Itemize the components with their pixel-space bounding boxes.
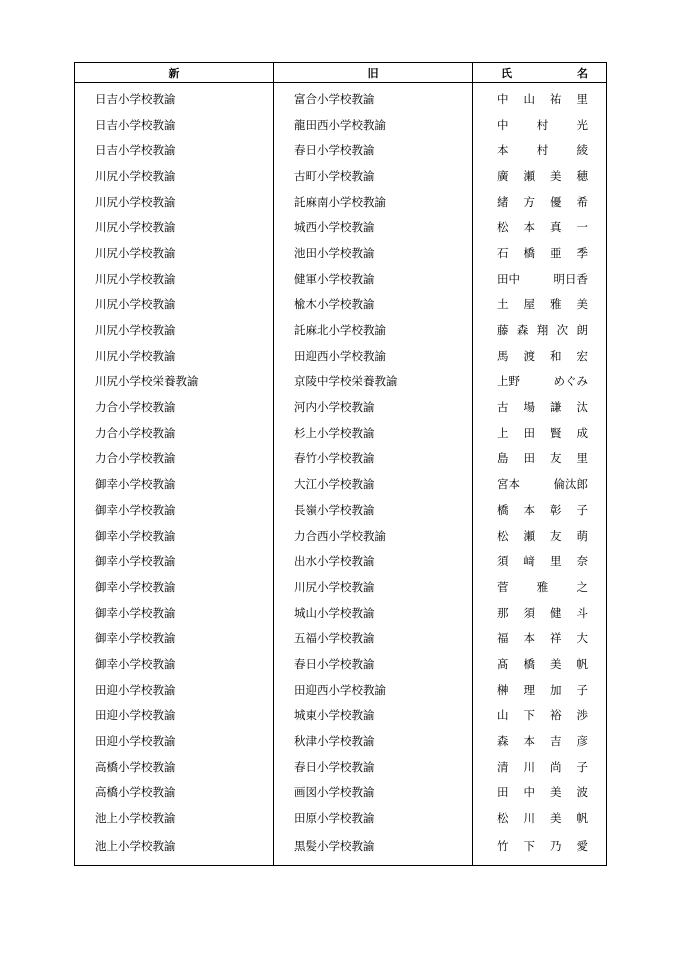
name-part: 下 — [523, 838, 535, 853]
name-part: 村 — [536, 143, 549, 158]
name-part: 田 — [523, 451, 535, 466]
name-part: 美 — [550, 168, 562, 183]
new-position-cell: 力合小学校教諭 — [95, 451, 176, 466]
table-row — [75, 574, 607, 600]
header-name-left: 氏 — [501, 66, 512, 80]
name-cell — [473, 600, 607, 626]
name-part: 吉 — [550, 734, 562, 749]
name-part: 森 — [516, 323, 529, 338]
table-row — [75, 343, 607, 369]
header-row — [75, 63, 607, 83]
name-part: 綾 — [576, 143, 588, 158]
table-row — [75, 831, 607, 866]
name-part: 松 — [497, 811, 509, 826]
old-position-cell: 城西小学校教諭 — [274, 214, 473, 240]
table-row — [75, 266, 607, 292]
name-part: 彦 — [576, 734, 588, 749]
new-position-cell: 日吉小学校教諭 — [95, 91, 176, 106]
name-cell — [473, 394, 607, 420]
table-row — [75, 214, 607, 240]
name-part: 祥 — [550, 631, 562, 646]
name-part: 美 — [550, 811, 562, 826]
table-row — [75, 394, 607, 420]
name-part: 雅 — [550, 297, 562, 312]
table-row — [75, 420, 607, 446]
name-part: 本 — [523, 631, 535, 646]
old-position-cell: 春日小学校教諭 — [274, 754, 473, 780]
personnel-table — [74, 62, 607, 866]
name-part: 須 — [497, 554, 509, 569]
name-part: 土 — [497, 297, 509, 312]
table-row — [75, 112, 607, 138]
name-part: 清 — [497, 759, 509, 774]
name-part: 本 — [523, 734, 535, 749]
name-part: 田 — [497, 785, 509, 800]
name-part: 髙 — [497, 656, 509, 671]
old-position-cell: 出水小学校教諭 — [274, 548, 473, 574]
header-old: 旧 — [274, 63, 473, 83]
name-part: 中 — [497, 91, 509, 106]
name-part: 島 — [497, 451, 509, 466]
new-position-cell: 御幸小学校教諭 — [95, 656, 176, 671]
name-cell — [473, 497, 607, 523]
old-position-cell: 田迎西小学校教諭 — [274, 677, 473, 703]
old-position-cell: 河内小学校教諭 — [274, 394, 473, 420]
table-row — [75, 754, 607, 780]
old-position-cell: 画図小学校教諭 — [274, 780, 473, 806]
new-position-cell: 川尻小学校教諭 — [95, 245, 176, 260]
name-part: 加 — [550, 682, 562, 697]
name-part: 彰 — [550, 502, 562, 517]
old-position-cell: 川尻小学校教諭 — [274, 574, 473, 600]
name-part: 下 — [523, 708, 535, 723]
name-part: 美 — [550, 785, 562, 800]
table-row — [75, 163, 607, 189]
name-part: 希 — [576, 194, 588, 209]
name-part: 川 — [523, 811, 535, 826]
name-part: 渉 — [576, 708, 588, 723]
table-row — [75, 83, 607, 112]
table-row — [75, 625, 607, 651]
table-row — [75, 189, 607, 215]
name-part: 光 — [576, 117, 588, 132]
old-position-cell: 田原小学校教諭 — [274, 805, 473, 831]
name-cell — [473, 317, 607, 343]
table-row — [75, 600, 607, 626]
name-part: 亜 — [550, 245, 562, 260]
new-position-cell: 川尻小学校教諭 — [95, 194, 176, 209]
name-cell — [473, 137, 607, 163]
name-cell — [473, 343, 607, 369]
old-position-cell: 五福小学校教諭 — [274, 625, 473, 651]
name-part: 宏 — [576, 348, 588, 363]
name-part: 帆 — [576, 811, 588, 826]
name-cell — [473, 446, 607, 472]
new-position-cell: 川尻小学校教諭 — [95, 348, 176, 363]
name-cell — [473, 83, 607, 112]
new-position-cell: 高橋小学校教諭 — [95, 759, 176, 774]
table-row — [75, 292, 607, 318]
name-part: 屋 — [523, 297, 535, 312]
name-part: 上 — [497, 425, 509, 440]
name-part: 愛 — [576, 838, 588, 853]
name-part: 奈 — [576, 554, 588, 569]
new-position-cell: 御幸小学校教諭 — [95, 579, 176, 594]
table-row — [75, 240, 607, 266]
new-position-cell: 川尻小学校教諭 — [95, 271, 176, 286]
new-position-cell: 田迎小学校教諭 — [95, 682, 176, 697]
name-cell — [473, 651, 607, 677]
old-position-cell: 長嶺小学校教諭 — [274, 497, 473, 523]
name-part: 田 — [523, 425, 535, 440]
table-row — [75, 805, 607, 831]
old-position-cell: 古町小学校教諭 — [274, 163, 473, 189]
name-cell — [473, 292, 607, 318]
name-part: 川 — [523, 759, 535, 774]
name-cell — [473, 471, 607, 497]
name-part: 理 — [523, 682, 535, 697]
name-part: 場 — [523, 400, 535, 415]
old-position-cell: 託麻南小学校教諭 — [274, 189, 473, 215]
old-position-cell: 春日小学校教諭 — [274, 137, 473, 163]
new-position-cell: 高橋小学校教諭 — [95, 785, 176, 800]
name-cell — [473, 754, 607, 780]
new-position-cell: 御幸小学校教諭 — [95, 502, 176, 517]
old-position-cell: 富合小学校教諭 — [274, 83, 473, 112]
name-part: 宮本 — [497, 477, 520, 492]
name-part: 本 — [523, 502, 535, 517]
new-position-cell: 池上小学校教諭 — [95, 838, 176, 853]
name-part: 山 — [523, 91, 535, 106]
new-position-cell: 力合小学校教諭 — [95, 425, 176, 440]
name-part: 上野 — [497, 374, 520, 389]
name-cell — [473, 805, 607, 831]
name-part: 汰 — [576, 400, 588, 415]
table-row — [75, 728, 607, 754]
name-part: 石 — [497, 245, 509, 260]
name-part: 季 — [576, 245, 588, 260]
new-position-cell: 御幸小学校教諭 — [95, 477, 176, 492]
new-position-cell: 御幸小学校教諭 — [95, 554, 176, 569]
new-position-cell: 川尻小学校教諭 — [95, 297, 176, 312]
table-row — [75, 780, 607, 806]
table-row — [75, 137, 607, 163]
new-position-cell: 日吉小学校教諭 — [95, 143, 176, 158]
new-position-cell: 日吉小学校教諭 — [95, 117, 176, 132]
old-position-cell: 秋津小学校教諭 — [274, 728, 473, 754]
name-cell — [473, 266, 607, 292]
name-part: 瀬 — [523, 168, 535, 183]
name-part: 斗 — [576, 605, 588, 620]
old-position-cell: 田迎西小学校教諭 — [274, 343, 473, 369]
header-new: 新 — [75, 63, 274, 83]
name-part: 橋 — [497, 502, 509, 517]
name-part: 松 — [497, 528, 509, 543]
name-part: 朗 — [576, 323, 588, 338]
name-part: 真 — [550, 220, 562, 235]
name-part: 雅 — [536, 579, 549, 594]
name-cell — [473, 189, 607, 215]
old-position-cell: 力合西小学校教諭 — [274, 523, 473, 549]
name-cell — [473, 574, 607, 600]
name-part: 子 — [576, 682, 588, 697]
name-part: 里 — [576, 91, 588, 106]
name-part: 﨑 — [523, 554, 535, 569]
name-part: 馬 — [497, 348, 509, 363]
name-part: 緒 — [497, 194, 509, 209]
old-position-cell: 健軍小学校教諭 — [274, 266, 473, 292]
name-cell — [473, 703, 607, 729]
name-part: 須 — [523, 605, 535, 620]
name-part: 古 — [497, 400, 509, 415]
table-row — [75, 497, 607, 523]
name-part: 穂 — [576, 168, 588, 183]
table-row — [75, 651, 607, 677]
name-part: 帆 — [576, 656, 588, 671]
name-part: 大 — [576, 631, 588, 646]
name-part: 成 — [576, 425, 588, 440]
header-name — [473, 63, 607, 83]
name-part: 美 — [550, 656, 562, 671]
name-part: 優 — [550, 194, 562, 209]
name-part: 菅 — [497, 579, 509, 594]
name-part: 廣 — [497, 168, 509, 183]
name-part: 福 — [497, 631, 509, 646]
table-row — [75, 703, 607, 729]
name-part: 田中 — [497, 271, 520, 286]
name-cell — [473, 728, 607, 754]
name-part: 榊 — [497, 682, 509, 697]
new-position-cell: 力合小学校教諭 — [95, 400, 176, 415]
name-cell — [473, 214, 607, 240]
old-position-cell: 春竹小学校教諭 — [274, 446, 473, 472]
new-position-cell: 御幸小学校教諭 — [95, 605, 176, 620]
name-part: 乃 — [550, 838, 562, 853]
name-part: 之 — [576, 579, 588, 594]
name-part: 本 — [497, 143, 509, 158]
name-part: 中 — [523, 785, 535, 800]
new-position-cell: 御幸小学校教諭 — [95, 528, 176, 543]
name-cell — [473, 548, 607, 574]
name-part: 村 — [536, 117, 549, 132]
name-part: 萌 — [576, 528, 588, 543]
new-position-cell: 田迎小学校教諭 — [95, 734, 176, 749]
name-part: めぐみ — [553, 374, 588, 389]
table-row — [75, 677, 607, 703]
header-name-right: 名 — [577, 66, 588, 80]
name-part: 友 — [550, 528, 562, 543]
table-row — [75, 471, 607, 497]
old-position-cell: 託麻北小学校教諭 — [274, 317, 473, 343]
name-part: 子 — [576, 502, 588, 517]
table-row — [75, 548, 607, 574]
new-position-cell: 川尻小学校栄養教諭 — [95, 374, 199, 389]
name-part: 翔 — [536, 323, 549, 338]
name-cell — [473, 240, 607, 266]
table-row — [75, 446, 607, 472]
name-cell — [473, 523, 607, 549]
old-position-cell: 黒髪小学校教諭 — [274, 831, 473, 866]
name-part: 美 — [576, 297, 588, 312]
name-part: 子 — [576, 759, 588, 774]
name-part: 山 — [497, 708, 509, 723]
name-cell — [473, 677, 607, 703]
table-row — [75, 523, 607, 549]
name-part: 祐 — [550, 91, 562, 106]
old-position-cell: 龍田西小学校教諭 — [274, 112, 473, 138]
new-position-cell: 川尻小学校教諭 — [95, 220, 176, 235]
name-cell — [473, 831, 607, 866]
old-position-cell: 城東小学校教諭 — [274, 703, 473, 729]
name-part: 賢 — [550, 425, 562, 440]
new-position-cell: 川尻小学校教諭 — [95, 323, 176, 338]
old-position-cell: 大江小学校教諭 — [274, 471, 473, 497]
name-part: 森 — [497, 734, 509, 749]
new-position-cell: 田迎小学校教諭 — [95, 708, 176, 723]
name-part: 橋 — [523, 656, 535, 671]
old-position-cell: 城山小学校教諭 — [274, 600, 473, 626]
name-part: 尚 — [550, 759, 562, 774]
name-part: 裕 — [550, 708, 562, 723]
new-position-cell: 御幸小学校教諭 — [95, 631, 176, 646]
name-part: 里 — [576, 451, 588, 466]
name-part: 里 — [550, 554, 562, 569]
name-part: 一 — [576, 220, 588, 235]
name-part: 倫汰郎 — [553, 477, 588, 492]
new-position-cell: 川尻小学校教諭 — [95, 168, 176, 183]
old-position-cell: 楡木小学校教諭 — [274, 292, 473, 318]
name-cell — [473, 163, 607, 189]
name-part: 明日香 — [553, 271, 588, 286]
name-cell — [473, 780, 607, 806]
name-cell — [473, 625, 607, 651]
name-part: 本 — [523, 220, 535, 235]
old-position-cell: 春日小学校教諭 — [274, 651, 473, 677]
table-body — [75, 83, 607, 866]
new-position-cell: 池上小学校教諭 — [95, 811, 176, 826]
name-part: 渡 — [523, 348, 535, 363]
name-part: 健 — [550, 605, 562, 620]
name-cell — [473, 112, 607, 138]
name-part: 松 — [497, 220, 509, 235]
name-part: 波 — [576, 785, 588, 800]
name-part: 橋 — [523, 245, 535, 260]
name-cell — [473, 420, 607, 446]
name-part: 藤 — [497, 323, 509, 338]
name-part: 方 — [523, 194, 535, 209]
name-part: 和 — [550, 348, 562, 363]
name-cell — [473, 369, 607, 395]
name-part: 謙 — [550, 400, 562, 415]
name-part: 友 — [550, 451, 562, 466]
old-position-cell: 京陵中学校栄養教諭 — [274, 369, 473, 395]
name-part: 那 — [497, 605, 509, 620]
old-position-cell: 杉上小学校教諭 — [274, 420, 473, 446]
name-part: 瀬 — [523, 528, 535, 543]
name-part: 竹 — [497, 838, 509, 853]
table-row — [75, 369, 607, 395]
name-part: 次 — [556, 323, 569, 338]
name-part: 中 — [497, 117, 509, 132]
table-row — [75, 317, 607, 343]
old-position-cell: 池田小学校教諭 — [274, 240, 473, 266]
